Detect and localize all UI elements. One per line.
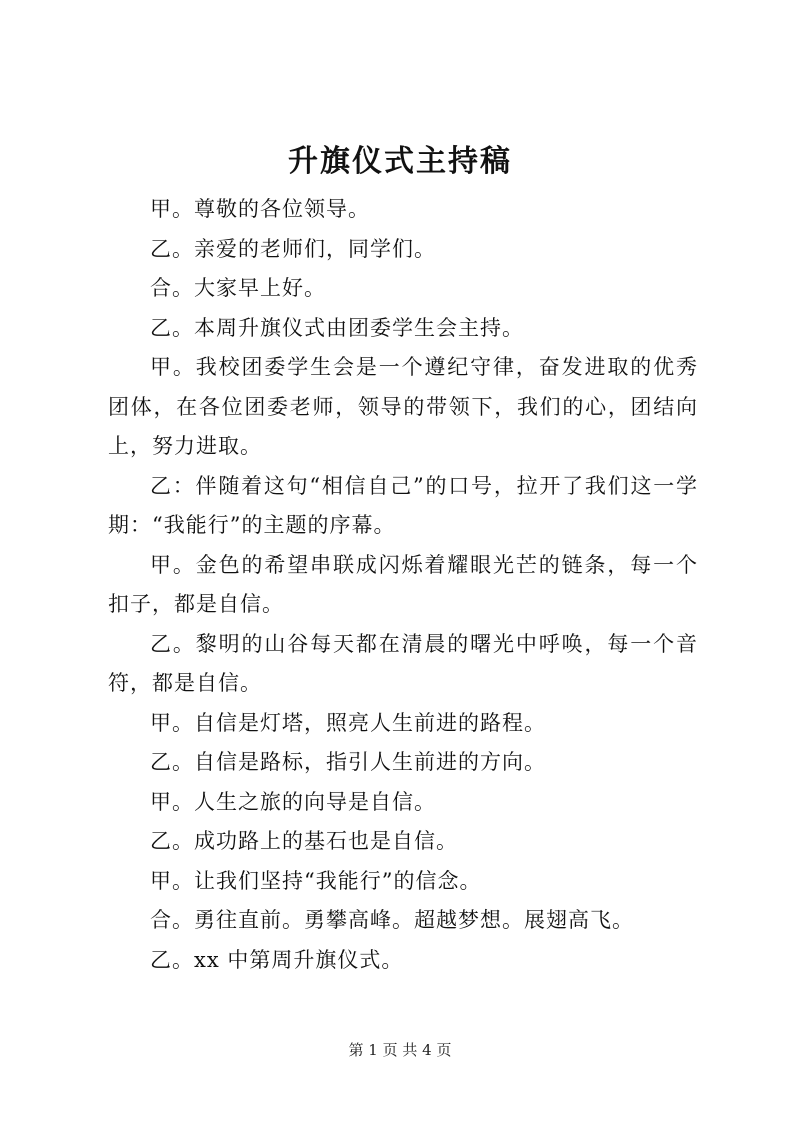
paragraph: 甲。尊敬的各位领导。: [150, 197, 370, 221]
paragraph: 甲。我校团委学生会是一个遵纪守律，奋发进取的优秀团体，在各位团委老师，领导的带领下，我们的心，团结向上，努力进取。: [108, 355, 698, 458]
document-title: 升旗仪式主持稿: [288, 144, 512, 179]
page-footer: 第 1 页 共 4 页: [348, 1041, 452, 1059]
paragraph: 乙。成功路上的基石也是自信。: [150, 829, 458, 853]
paragraph: 乙。本周升旗仪式由团委学生会主持。: [150, 315, 524, 340]
paragraph: 甲。让我们坚持“我能行”的信念。: [150, 868, 482, 893]
paragraph: 合。勇往直前。勇攀高峰。超越梦想。展翅高飞。: [150, 908, 634, 932]
document-body: [108, 190, 698, 980]
paragraph: 甲。自信是灯塔，照亮人生前进的路程。: [150, 710, 546, 735]
paragraph: 合。大家早上好。: [150, 276, 326, 300]
paragraph: 乙。xx 中第周升旗仪式。: [150, 947, 404, 972]
paragraph: 甲。金色的希望串联成闪烁着耀眼光芒的链条，每一个扣子，都是自信。: [108, 552, 698, 616]
paragraph: 乙：伴随着这句“相信自己”的口号，拉开了我们这一学期：“我能行”的主题的序幕。: [108, 473, 698, 537]
paragraph: 乙。黎明的山谷每天都在清晨的曙光中呼唤，每一个音符，都是自信。: [108, 631, 698, 695]
paragraph: 乙。自信是路标，指引人生前进的方向。: [150, 750, 546, 774]
paragraph: 乙。亲爱的老师们，同学们。: [150, 236, 436, 261]
paragraph: 甲。人生之旅的向导是自信。: [150, 789, 436, 814]
